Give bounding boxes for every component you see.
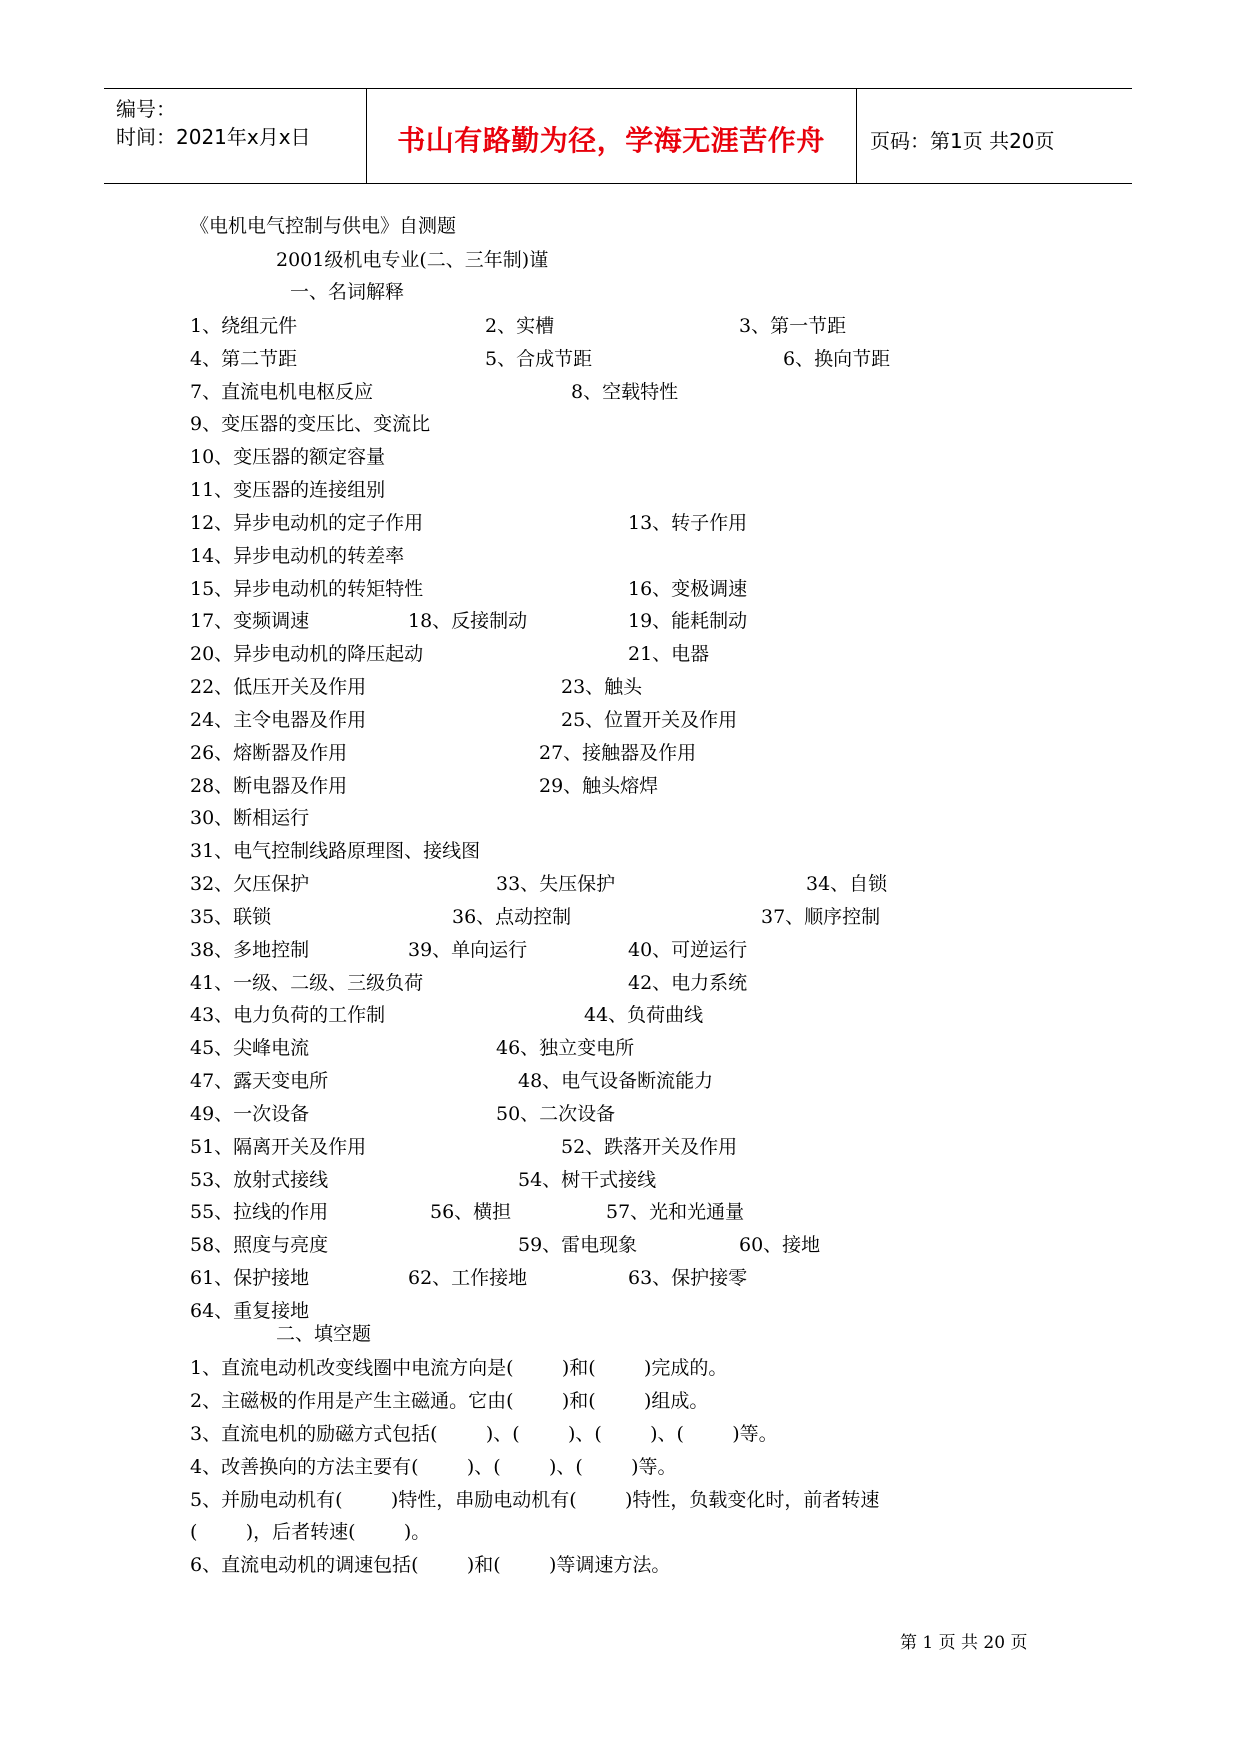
document-title: 《电机电气控制与供电》自测题 <box>190 215 457 237</box>
term-item: 6、换向节距 <box>783 348 891 370</box>
term-item: 32、欠压保护 <box>190 873 310 895</box>
term-item: 1、绕组元件 <box>190 315 298 337</box>
term-item: 35、联锁 <box>190 906 272 928</box>
term-item: 57、光和光通量 <box>606 1201 745 1223</box>
term-item: 33、失压保护 <box>496 873 616 895</box>
section-heading-terms: 一、名词解释 <box>290 281 405 303</box>
time-label: 时间：2021年x月x日 <box>116 125 311 149</box>
term-item: 46、独立变电所 <box>496 1037 635 1059</box>
term-item: 48、电气设备断流能力 <box>518 1070 714 1092</box>
term-item: 53、放射式接线 <box>190 1169 329 1191</box>
term-item: 60、接地 <box>739 1234 821 1256</box>
term-item: 39、单向运行 <box>408 939 528 961</box>
term-item: 62、工作接地 <box>408 1267 528 1289</box>
term-item: 64、重复接地 <box>190 1300 310 1322</box>
term-item: 22、低压开关及作用 <box>190 676 367 698</box>
header-motto-cell <box>366 89 857 183</box>
term-item: 12、异步电动机的定子作用 <box>190 512 424 534</box>
term-item: 44、负荷曲线 <box>584 1004 704 1026</box>
fill-question: 1、直流电动机改变线圈中电流方向是( )和( )完成的。 <box>190 1357 728 1379</box>
term-item: 30、断相运行 <box>190 807 310 829</box>
term-item: 59、雷电现象 <box>518 1234 638 1256</box>
term-item: 28、断电器及作用 <box>190 775 348 797</box>
term-item: 10、变压器的额定容量 <box>190 446 386 468</box>
term-item: 9、变压器的变压比、变流比 <box>190 413 431 435</box>
term-item: 50、二次设备 <box>496 1103 616 1125</box>
term-item: 24、主令电器及作用 <box>190 709 367 731</box>
term-item: 47、露天变电所 <box>190 1070 329 1092</box>
term-item: 41、一级、二级、三级负荷 <box>190 972 424 994</box>
term-item: 34、自锁 <box>806 873 888 895</box>
term-item: 17、变频调速 <box>190 610 310 632</box>
term-item: 43、电力负荷的工作制 <box>190 1004 386 1026</box>
term-item: 42、电力系统 <box>628 972 748 994</box>
term-item: 54、树干式接线 <box>518 1169 657 1191</box>
term-item: 37、顺序控制 <box>761 906 881 928</box>
number-label: 编号： <box>116 97 176 121</box>
term-item: 29、触头熔焊 <box>539 775 659 797</box>
term-item: 63、保护接零 <box>628 1267 748 1289</box>
term-item: 58、照度与亮度 <box>190 1234 329 1256</box>
term-item: 38、多地控制 <box>190 939 310 961</box>
term-item: 56、横担 <box>430 1201 512 1223</box>
term-item: 27、接触器及作用 <box>539 742 697 764</box>
fill-question: 2、主磁极的作用是产生主磁通。它由( )和( )组成。 <box>190 1390 709 1412</box>
term-item: 16、变极调速 <box>628 578 748 600</box>
term-item: 55、拉线的作用 <box>190 1201 329 1223</box>
term-item: 15、异步电动机的转矩特性 <box>190 578 424 600</box>
fill-question: 4、改善换向的方法主要有( )、( )、( )等。 <box>190 1456 677 1478</box>
header-info-cell <box>104 89 367 183</box>
term-item: 45、尖峰电流 <box>190 1037 310 1059</box>
term-item: 52、跌落开关及作用 <box>561 1136 738 1158</box>
term-item: 14、异步电动机的转差率 <box>190 545 405 567</box>
term-item: 7、直流电机电枢反应 <box>190 381 374 403</box>
term-item: 11、变压器的连接组别 <box>190 479 386 501</box>
fill-question: 3、直流电机的励磁方式包括( )、( )、( )、( )等。 <box>190 1423 778 1445</box>
term-item: 3、第一节距 <box>739 315 847 337</box>
term-item: 51、隔离开关及作用 <box>190 1136 367 1158</box>
header-page-cell <box>856 89 1132 183</box>
term-item: 23、触头 <box>561 676 643 698</box>
term-item: 18、反接制动 <box>408 610 528 632</box>
term-item: 49、一次设备 <box>190 1103 310 1125</box>
term-item: 4、第二节距 <box>190 348 298 370</box>
document-subtitle: 2001级机电专业(二、三年制)谨 <box>276 249 549 271</box>
section-heading-fill: 二、填空题 <box>276 1323 372 1345</box>
term-item: 5、合成节距 <box>485 348 593 370</box>
term-item: 20、异步电动机的降压起动 <box>190 643 424 665</box>
term-item: 25、位置开关及作用 <box>561 709 738 731</box>
page-label: 页码：第1页 共20页 <box>870 129 1055 153</box>
fill-question: ( )，后者转速( )。 <box>190 1521 431 1543</box>
fill-question: 6、直流电动机的调速包括( )和( )等调速方法。 <box>190 1554 671 1576</box>
term-item: 19、能耗制动 <box>628 610 748 632</box>
term-item: 8、空载特性 <box>571 381 679 403</box>
term-item: 2、实槽 <box>485 315 555 337</box>
fill-question: 5、并励电动机有( )特性，串励电动机有( )特性，负载变化时，前者转速 <box>190 1489 880 1511</box>
term-item: 21、电器 <box>628 643 710 665</box>
term-item: 13、转子作用 <box>628 512 748 534</box>
term-item: 36、点动控制 <box>452 906 572 928</box>
term-item: 31、电气控制线路原理图、接线图 <box>190 840 481 862</box>
page-footer: 第 1 页 共 20 页 <box>900 1633 1028 1653</box>
term-item: 26、熔断器及作用 <box>190 742 348 764</box>
motto: 书山有路勤为径，学海无涯苦作舟 <box>397 124 825 157</box>
header-table <box>104 88 1132 184</box>
term-item: 61、保护接地 <box>190 1267 310 1289</box>
term-item: 40、可逆运行 <box>628 939 748 961</box>
